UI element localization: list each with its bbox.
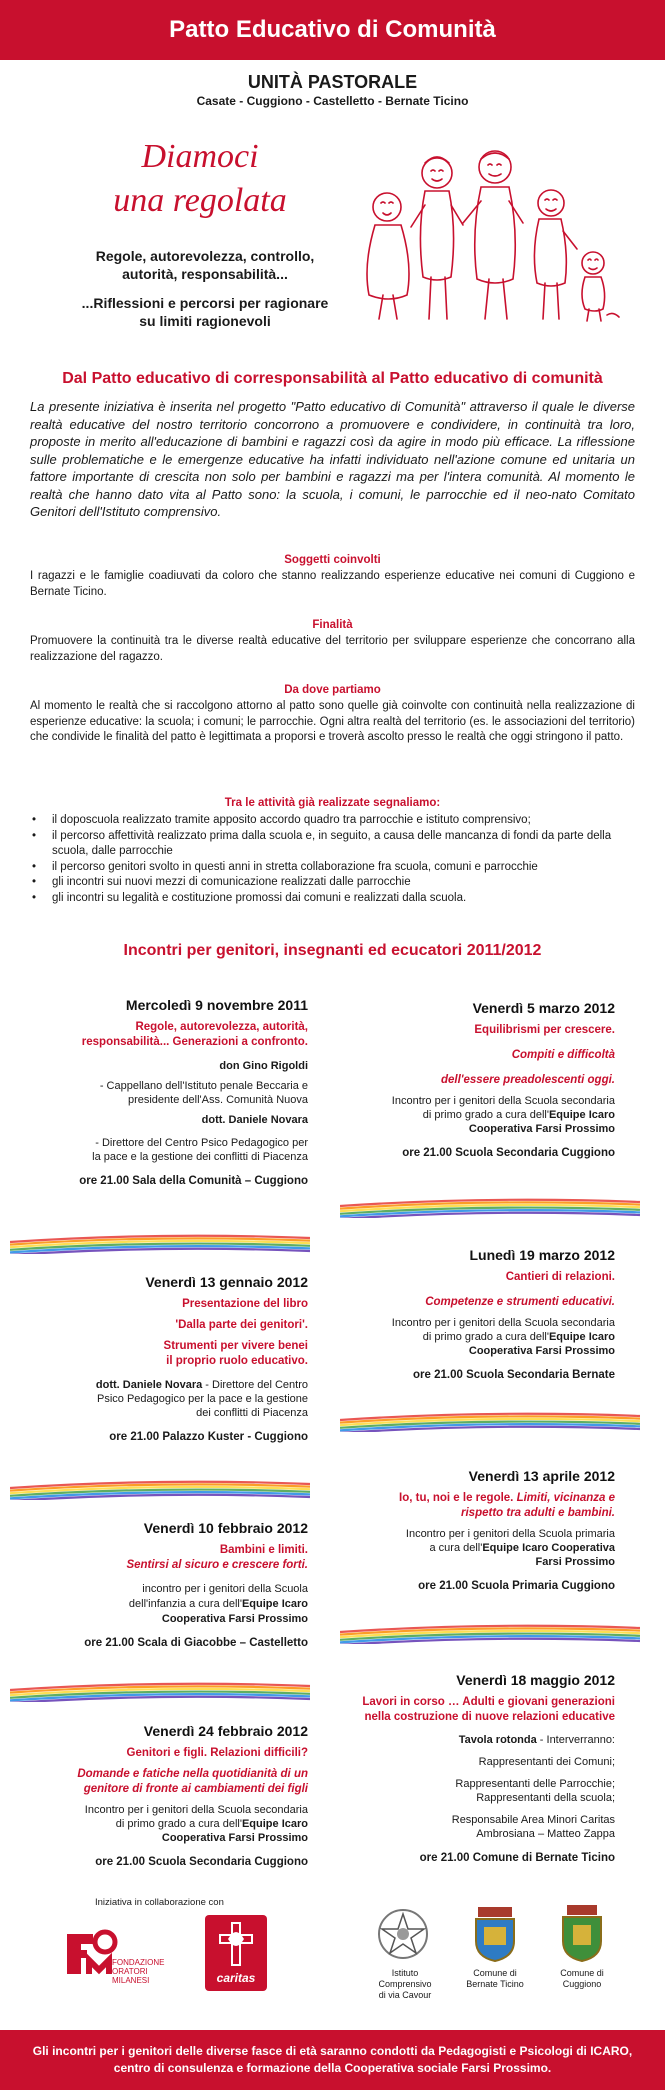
event-date: Venerdì 10 febbraio 2012 xyxy=(143,1520,308,1536)
event-org: Cooperativa Farsi Prossimo xyxy=(161,1613,308,1625)
bernate-caption-line: Comune di xyxy=(473,1968,517,1978)
finalita-text: Promuovere la continuità tra le diverse realtà educative del territorio per sviluppare esperienze che concorrano alla realizzazione del ragazzo. xyxy=(30,635,635,663)
event-title: Equilibrismi per crescere. xyxy=(474,1024,615,1036)
footer-note xyxy=(0,2030,665,2090)
family-drawing-icon xyxy=(355,145,635,325)
event-desc-line: Incontro per i genitori della Scuola secondaria xyxy=(391,1095,615,1107)
event-desc-line: - Interverranno: xyxy=(536,1734,615,1746)
event-desc-line: Incontro per i genitori della Scuola secondaria xyxy=(391,1317,615,1329)
collab-label: Iniziativa in collaborazione con xyxy=(95,1897,224,1908)
event-desc xyxy=(30,1597,308,1611)
cuggiono-caption-line: Cuggiono xyxy=(562,1979,602,1989)
stripe-decoration xyxy=(340,1622,640,1644)
event-speaker: don Gino Rigoldi xyxy=(219,1060,308,1072)
event-org: Equipe Icaro xyxy=(241,1818,308,1830)
stripe-decoration xyxy=(340,1196,640,1218)
partiamo-title: Da dove partiamo xyxy=(284,684,381,696)
intro-text-2 xyxy=(40,294,370,330)
incontri-heading: Incontri per genitori, insegnanti ed ecucatori 2011/2012 xyxy=(123,942,542,959)
stripe-decoration xyxy=(10,1680,310,1702)
event-footer: ore 21.00 Sala della Comunità – Cuggiono xyxy=(79,1175,308,1187)
event-desc xyxy=(30,1079,308,1107)
event-desc xyxy=(340,1108,615,1122)
emblem-icon xyxy=(374,1905,432,1963)
page-title: Patto Educativo di Comunità xyxy=(0,0,665,60)
event-desc-line: dei conflitti di Piacenza xyxy=(196,1407,308,1419)
list-item: • gli incontri su legalità e costituzione promossi dai comuni e realizzati dalla scuola. xyxy=(30,891,640,907)
event-footer: ore 21.00 Scala di Giacobbe – Castelletto xyxy=(84,1637,308,1649)
event-title-line: responsabilità... Generazioni a confronto. xyxy=(81,1036,308,1048)
event-title: Domande e fatiche nella quotidianità di un xyxy=(77,1768,308,1780)
event-desc-line: Rappresentanti dei Comuni; xyxy=(478,1756,615,1768)
event-title: dell'essere preadolescenti oggi. xyxy=(440,1074,615,1086)
event-desc-line: dell'infanzia a cura dell' xyxy=(128,1598,242,1610)
list-item: • il doposcuola realizzato tramite apposito accordo quadro tra parrocchie e istituto comprensivo; xyxy=(30,813,640,829)
event-desc-line: - Direttore del Centro Psico Pedagogico per xyxy=(95,1137,308,1149)
event-title: Genitori e figli. Relazioni difficili? xyxy=(126,1747,308,1759)
event-footer: ore 21.00 Scuola Primaria Cuggiono xyxy=(418,1580,615,1592)
event-footer: ore 21.00 Comune di Bernate Ticino xyxy=(419,1852,615,1864)
soggetti-title: Soggetti coinvolti xyxy=(284,554,381,566)
event-org: Cooperativa Farsi Prossimo xyxy=(468,1123,615,1135)
soggetti-text: I ragazzi e le famiglie coadiuvati da coloro che stanno realizzando esperienze educative nei comuni di Cuggiono e Bernate Ticino. xyxy=(30,570,635,598)
event-date: Venerdì 5 marzo 2012 xyxy=(472,1000,615,1016)
event-date: Lunedì 19 marzo 2012 xyxy=(469,1247,615,1263)
list-item: • gli incontri sui nuovi mezzi di comunicazione realizzati dalle parrocchie xyxy=(30,875,640,891)
event-desc-line: di primo grado a cura dell' xyxy=(422,1331,549,1343)
fom-caption: FONDAZIONE ORATORI MILANESI xyxy=(112,1958,165,1985)
event-desc-line: - Cappellano dell'Istituto penale Beccaria e xyxy=(99,1080,308,1092)
event-title: genitore di fronte ai cambiamenti dei figli xyxy=(83,1783,308,1795)
intro-text-1 xyxy=(40,247,370,283)
intro-text-1-line-1: Regole, autorevolezza, controllo, xyxy=(95,248,315,264)
event-desc-line: di primo grado a cura dell' xyxy=(422,1109,549,1121)
unit-title: UNITÀ PASTORALE xyxy=(247,72,418,92)
caritas-cross-icon xyxy=(218,1921,254,1967)
intro-text-1-line-2: autorità, responsabilità... xyxy=(122,266,288,282)
event-org: Equipe Icaro xyxy=(241,1598,308,1610)
event-org: Equipe Icaro xyxy=(548,1331,615,1343)
event-title: Cantieri di relazioni. xyxy=(505,1271,615,1283)
bernate-caption-line: Bernate Ticino xyxy=(466,1979,524,1989)
event-date: Venerdì 13 aprile 2012 xyxy=(468,1468,615,1484)
cuggiono-caption-line: Comune di xyxy=(560,1968,604,1978)
event-2 xyxy=(30,1272,308,1444)
event-title: Competenze e strumenti educativi. xyxy=(425,1296,615,1308)
event-date: Venerdì 24 febbraio 2012 xyxy=(143,1723,308,1739)
event-org: Cooperativa Farsi Prossimo xyxy=(468,1345,615,1357)
event-desc-line: presidente dell'Ass. Comunità Nuova xyxy=(127,1094,308,1106)
event-footer: ore 21.00 Scuola Secondaria Bernate xyxy=(413,1369,615,1381)
event-desc xyxy=(340,1541,615,1555)
event-desc xyxy=(30,1378,308,1392)
event-title: Strumenti per vivere benei xyxy=(163,1340,308,1352)
event-desc-line: Incontro per i genitori della Scuola primaria xyxy=(405,1528,615,1540)
cuggiono-crest-icon xyxy=(557,1903,607,1963)
event-title-part: Limiti, vicinanza e xyxy=(516,1492,615,1504)
event-desc-line: Psico Pedagogico per la pace e la gestione xyxy=(97,1393,308,1405)
stripe-decoration xyxy=(10,1478,310,1500)
event-title xyxy=(30,1020,308,1050)
event-title xyxy=(340,1491,615,1506)
event-desc-line: di primo grado a cura dell' xyxy=(115,1818,242,1830)
event-date: Venerdì 18 maggio 2012 xyxy=(456,1672,615,1688)
cuggiono-caption xyxy=(542,1968,622,1990)
stripe-decoration xyxy=(340,1410,640,1432)
event-desc-line: incontro per i genitori della Scuola xyxy=(142,1583,308,1595)
caritas-logo xyxy=(205,1915,267,1991)
event-footer: ore 21.00 Scuola Secondaria Cuggiono xyxy=(95,1856,308,1868)
event-6 xyxy=(340,1245,615,1382)
event-speaker: dott. Daniele Novara xyxy=(201,1114,308,1126)
event-desc-line: a cura dell' xyxy=(429,1542,483,1554)
intro-text-2-line-2: su limiti ragionevoli xyxy=(139,313,271,329)
event-title: Compiti e difficoltà xyxy=(511,1049,615,1061)
event-desc-line: Ambrosiana – Matteo Zappa xyxy=(476,1828,615,1840)
event-desc-line: - Direttore del Centro xyxy=(202,1379,308,1391)
motto xyxy=(70,135,330,223)
finalita-title: Finalità xyxy=(312,619,353,631)
event-title: rispetto tra adulti e bambini. xyxy=(461,1507,615,1519)
event-5 xyxy=(340,998,615,1160)
event-title-line: Regole, autorevolezza, autorità, xyxy=(135,1021,308,1033)
event-date: Mercoledì 9 novembre 2011 xyxy=(125,997,308,1013)
event-speaker: dott. Daniele Novara xyxy=(95,1379,203,1391)
caritas-caption: caritas xyxy=(216,1971,256,1985)
event-org: Tavola rotonda xyxy=(458,1734,537,1746)
bernate-caption xyxy=(455,1968,535,1990)
list-item: • il percorso genitori svolto in questi anni in stretta collaborazione fra scuola, comuni e parrocchie xyxy=(30,860,640,876)
bernate-crest-icon xyxy=(470,1903,520,1963)
school-caption xyxy=(365,1968,445,2001)
event-footer: ore 21.00 Scuola Secondaria Cuggiono xyxy=(402,1147,615,1159)
event-desc-line: la pace e la gestione dei conflitti di Piacenza xyxy=(92,1151,308,1163)
event-1 xyxy=(30,995,308,1188)
event-desc-line: Incontro per i genitori della Scuola secondaria xyxy=(84,1804,308,1816)
event-footer: ore 21.00 Palazzo Kuster - Cuggiono xyxy=(109,1431,308,1443)
event-8 xyxy=(340,1670,615,1865)
event-title: Sentirsi al sicuro e crescere forti. xyxy=(126,1559,308,1571)
main-paragraph: La presente iniziativa è inserita nel progetto "Patto educativo di Comunità" attraverso il quale le diverse realtà educative del nostro territorio concorrono a promuovere e condividere, in continuità tra loro, proposte in merito all'educazione di bambini e ragazzi così da agire in modo più efficace. La riflessione sulle problematiche e le emergenze educative ha infatti individuato nell'azione comune ed unitaria un fattore importante di crescita non solo per bambini e ragazzi ma per l'intera comunità. Al momento le realtà che hanno dato vita al Patto sono: la scuola, i comuni, le parrocchie ed il neo-nato Comitato Genitori dell'Istituto comprensivo. xyxy=(30,399,635,519)
list-item: • il percorso affettività realizzato prima dalla scuola e, in seguito, a causa delle mancanza di fondi da parte della scuola, dalle parrocchie xyxy=(30,829,640,860)
event-desc-line: Rappresentanti della scuola; xyxy=(476,1792,615,1804)
event-3 xyxy=(30,1518,308,1650)
event-desc-line: Responsabile Area Minori Caritas xyxy=(451,1814,615,1826)
intro-text-2-line-1: ...Riflessioni e percorsi per ragionare xyxy=(81,295,329,311)
event-desc xyxy=(340,1733,615,1747)
event-title: il proprio ruolo educativo. xyxy=(166,1355,308,1367)
event-org: Equipe Icaro xyxy=(548,1109,615,1121)
event-title: Lavori in corso … Adulti e giovani generazioni xyxy=(362,1696,615,1708)
attivita-title: Tra le attività già realizzate segnaliamo: xyxy=(224,797,441,809)
footer-line: Gli incontri per i genitori delle diverse fasce di età saranno condotti da Pedagogisti e Psicologi di ICARO, xyxy=(32,2044,633,2058)
activities-list xyxy=(30,813,640,906)
event-title: Bambini e limiti. xyxy=(219,1544,308,1556)
event-4 xyxy=(30,1721,308,1869)
motto-line-1: Diamoci xyxy=(141,138,259,175)
event-desc-line: Rappresentanti delle Parrocchie; xyxy=(455,1778,615,1790)
event-org: Cooperativa Farsi Prossimo xyxy=(161,1832,308,1844)
event-date: Venerdì 13 gennaio 2012 xyxy=(145,1274,308,1290)
footer-line: centro di consulenza e formazione della Cooperativa sociale Farsi Prossimo. xyxy=(113,2061,552,2075)
motto-line-2: una regolata xyxy=(113,182,287,219)
school-caption-line: di via Cavour xyxy=(378,1990,432,2000)
event-desc xyxy=(30,1817,308,1831)
school-caption-line: Istituto Comprensivo xyxy=(378,1968,432,1989)
event-desc xyxy=(340,1330,615,1344)
event-title: 'Dalla parte dei genitori'. xyxy=(175,1319,308,1331)
event-title: Presentazione del libro xyxy=(182,1298,308,1310)
unit-places: Casate - Cuggiono - Castelletto - Bernate Ticino xyxy=(196,94,469,108)
stripe-decoration xyxy=(10,1232,310,1254)
event-desc xyxy=(30,1136,308,1164)
event-7 xyxy=(340,1466,615,1593)
main-heading: Dal Patto educativo di corresponsabilità al Patto educativo di comunità xyxy=(62,370,603,387)
event-title-part: Io, tu, noi e le regole. xyxy=(399,1492,517,1504)
event-org: Farsi Prossimo xyxy=(535,1556,615,1568)
event-title: nella costruzione di nuove relazioni educative xyxy=(364,1711,615,1723)
partiamo-text: Al momento le realtà che si raccolgono attorno al patto sono quelle già coinvolte con continuità nella realizzazione di esperienze educative: la scuola; i comuni; le parrocchie. Ogni altra realtà del territorio (es. le associazioni del territorio) che condivide le finalità del patto è legittimata a proporsi e troverà ascolto presso le realtà che oggi stringono il patto. xyxy=(30,700,635,743)
event-org: Equipe Icaro Cooperativa xyxy=(482,1542,615,1554)
